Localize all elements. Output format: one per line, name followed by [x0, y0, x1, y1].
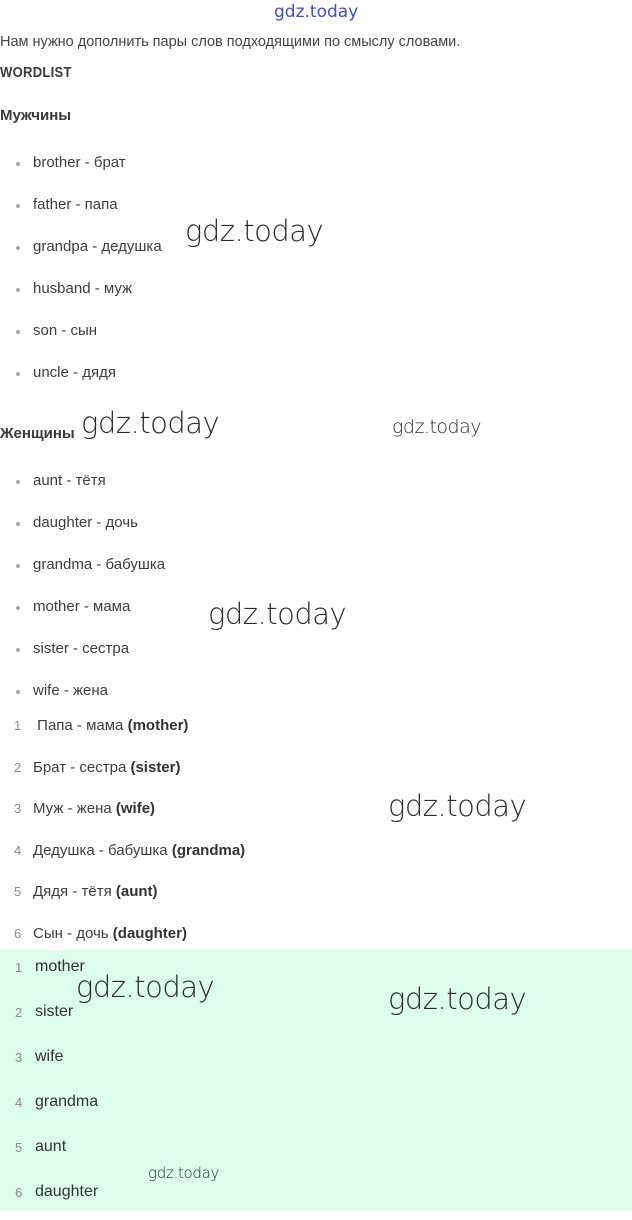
answer-item: 2 sister	[15, 1003, 74, 1020]
bullet-icon	[16, 648, 20, 652]
bullet-icon	[16, 246, 20, 250]
watermark: gdz.today	[148, 1164, 220, 1182]
bullet-icon	[16, 522, 20, 526]
answer-item: 5 aunt	[15, 1138, 67, 1155]
watermark: gdz.today	[76, 970, 215, 1004]
answer-item: 3 wife	[15, 1048, 64, 1065]
bullet-icon	[16, 288, 20, 292]
answer-item: 6 daughter	[15, 1183, 99, 1200]
men-section-title: Мужчины	[0, 107, 72, 124]
wordlist-title: WORDLIST	[0, 65, 72, 81]
watermark: gdz.today	[388, 789, 527, 823]
bullet-icon	[16, 330, 20, 334]
bullet-icon	[16, 606, 20, 610]
watermark: gdz.today	[81, 406, 220, 440]
watermark: gdz.today	[185, 214, 324, 248]
bullet-icon	[16, 204, 20, 208]
bullet-icon	[16, 372, 20, 376]
watermark: gdz.today	[392, 416, 481, 438]
site-logo[interactable]: gdz.today	[274, 2, 359, 22]
answer-item: 1 mother	[15, 958, 85, 975]
bullet-icon	[16, 480, 20, 484]
bullet-icon	[16, 564, 20, 568]
watermark: gdz.today	[388, 982, 527, 1016]
bullet-icon	[16, 162, 20, 166]
women-section-title: Женщины	[0, 425, 75, 442]
answer-item: 4 grandma	[15, 1093, 99, 1110]
watermark: gdz.today	[208, 597, 347, 631]
bullet-icon	[16, 690, 20, 694]
intro-text: Нам нужно дополнить пары слов подходящими по смыслу словами.	[0, 34, 461, 50]
